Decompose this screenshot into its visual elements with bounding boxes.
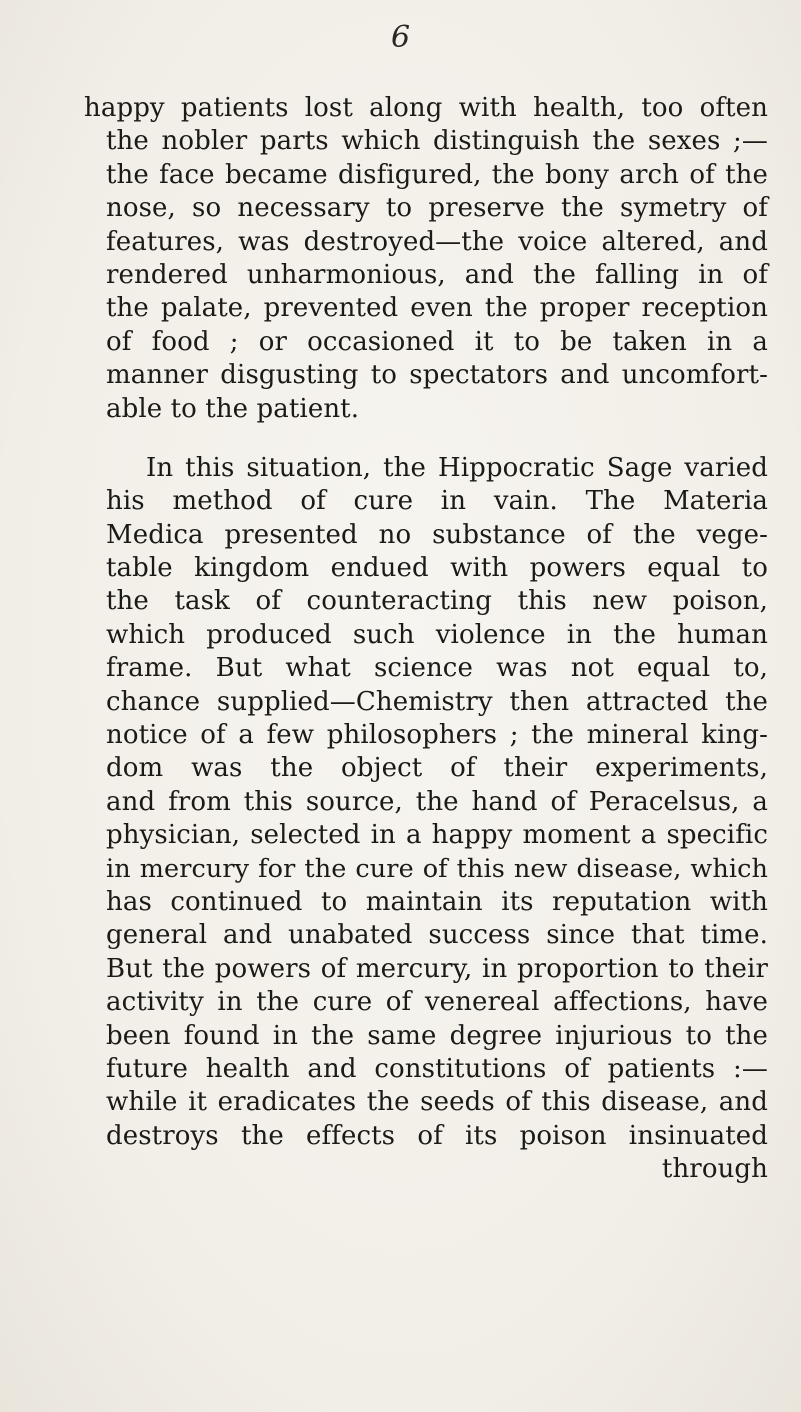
text-line: dom was the object of their experiments, [106, 753, 768, 784]
text-line: destroys the effects of its poison insinuated [106, 1120, 768, 1151]
paragraph-1 [84, 92, 768, 426]
page-number: 6 [390, 20, 411, 55]
text-line: his method of cure in vain. The Materia [106, 486, 768, 517]
text-line: nose, so necessary to preserve the symetry of [106, 193, 768, 224]
text-line: of food ; or occasioned it to be taken in a [106, 326, 768, 357]
text-line: notice of a few philosophers ; the mineral king- [106, 720, 768, 751]
text-line: frame. But what science was not equal to, [106, 653, 768, 684]
text-line: able to the patient. [106, 393, 360, 424]
paragraph-2 [84, 452, 768, 1187]
text-line: which produced such violence in the human [106, 619, 768, 650]
text-line: But the powers of mercury, in proportion to their [106, 953, 768, 984]
text-line: while it eradicates the seeds of this disease, and [106, 1087, 768, 1118]
text-line: been found in the same degree injurious to the [106, 1020, 768, 1051]
text-line: In this situation, the Hippocratic Sage varied [146, 452, 768, 483]
catchword: through [661, 1154, 768, 1185]
text-line: manner disgusting to spectators and uncomfort- [106, 360, 768, 391]
body-text [84, 92, 768, 1187]
text-line: Medica presented no substance of the vege- [106, 519, 768, 550]
text-line: the nobler parts which distinguish the sexes ;— [106, 126, 768, 157]
text-line: general and unabated success since that time. [106, 920, 768, 951]
text-line: the palate, prevented even the proper reception [106, 293, 768, 324]
text-line: the face became disfigured, the bony arch of the [106, 159, 768, 190]
text-line: chance supplied—Chemistry then attracted the [106, 686, 768, 717]
text-line: activity in the cure of venereal affections, have [106, 987, 768, 1018]
text-line: features, was destroyed—the voice altered, and [106, 226, 768, 257]
text-line: in mercury for the cure of this new disease, which [106, 853, 768, 884]
text-line: happy patients lost along with health, too often [84, 93, 768, 123]
text-line: the task of counteracting this new poison, [106, 586, 768, 617]
text-line: table kingdom endued with powers equal to [106, 553, 768, 584]
text-line: physician, selected in a happy moment a specific [106, 820, 768, 851]
text-line: has continued to maintain its reputation with [106, 886, 768, 917]
text-line: future health and constitutions of patients :— [106, 1053, 768, 1084]
text-line: rendered unharmonious, and the falling in of [106, 259, 768, 290]
text-line: and from this source, the hand of Peracelsus, a [106, 786, 768, 817]
